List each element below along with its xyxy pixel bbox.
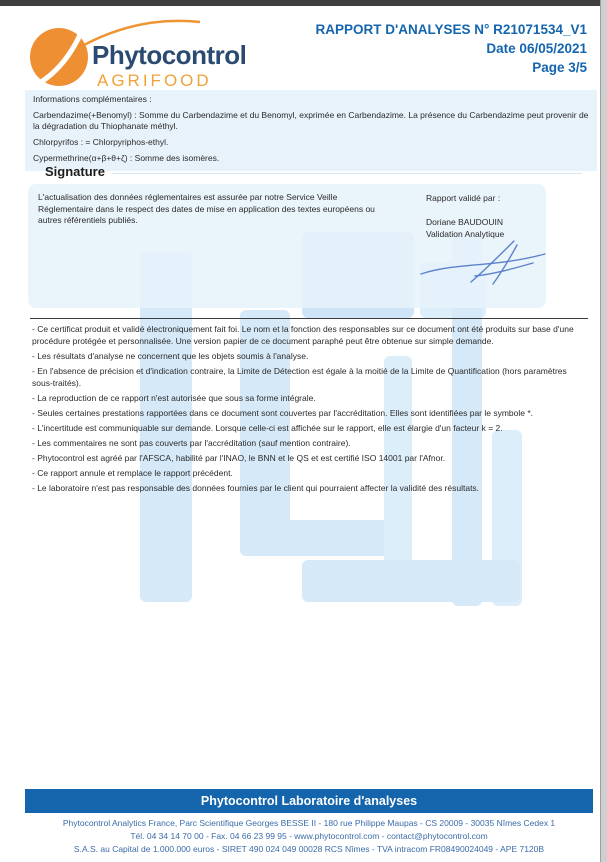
top-edge-bar: [0, 0, 607, 6]
validator-role: Validation Analytique: [426, 229, 505, 239]
footer-title-bar: Phytocontrol Laboratoire d'analyses: [25, 789, 593, 813]
footer-address-line: Phytocontrol Analytics France, Parc Scientifique Georges BESSE II - 180 rue Philippe Maupas - CS 20009 - 30035 Nîmes Cedex 1: [62, 818, 556, 828]
report-title: RAPPORT D'ANALYSES N° R21071534_V1: [315, 22, 587, 37]
signature-rule: [112, 173, 582, 174]
footer-address-block: [25, 817, 593, 856]
legal-notes-list: [32, 323, 588, 497]
legal-note: - Les résultats d'analyse ne concernent que les objets soumis à l'analyse.: [32, 351, 309, 361]
footer-legal-line: S.A.S. au Capital de 1.000.000 euros - SIRET 490 024 049 00028 RCS Nîmes - TVA intracom FR08490024049 - APE 7120B: [73, 844, 545, 854]
right-edge-strip: [600, 0, 607, 862]
legal-note: - L'incertitude est communiquable sur demande. Lorsque celle-ci est affichée sur le rapport, elle est élargie d'un facteur k = 2.: [32, 423, 503, 433]
signature-heading: Signature: [45, 164, 105, 179]
handwritten-signature-icon: [413, 236, 558, 298]
signature-box: [28, 184, 546, 308]
logo-subbrand: AGRIFOOD: [97, 71, 212, 90]
validated-by-label: Rapport validé par :: [426, 193, 501, 203]
info-box-title: Informations complémentaires :: [33, 94, 152, 104]
info-line: Carbendazime(+Benomyl) : Somme du Carbendazime et du Benomyl, exprimée en Carbendazime. La présence du Carbendazime peut provenir de la dégradation du Thiophanate méthyl.: [33, 110, 589, 131]
logo-wordmark: Phytocontrol: [92, 40, 247, 70]
legal-note: - Seules certaines prestations rapportées dans ce document sont couvertes par l'accréditation. Elles sont identifiées par le symbole *.: [32, 408, 534, 418]
legal-note: - Phytocontrol est agréé par l'AFSCA, habilité par l'INAO, le BNN et le QS et est certifié ISO 14001 par l'Afnor.: [32, 453, 446, 463]
watermark-block: [302, 560, 520, 602]
legal-note: - Le laboratoire n'est pas responsable des données fournies par le client qui pourraient affecter la validité des résultats.: [32, 483, 480, 493]
validator-name: Doriane BAUDOUIN: [426, 217, 503, 227]
complementary-info-box: [25, 90, 597, 171]
footer-contact-line: Tél. 04 34 14 70 00 - Fax. 04 66 23 99 95 - www.phytocontrol.com - contact@phytocontrol.com: [130, 831, 488, 841]
legal-note: - En l'absence de précision et d'indication contraire, la Limite de Détection est égale à la moitié de la Limite de Quantification (hors paramètres sous-traités).: [32, 366, 567, 388]
signature-paragraph: L'actualisation des données réglementaires est assurée par notre Service Veille Réglementaire dans le respect des dates de mise en application des textes européens ou autres référentiels publiés.: [38, 192, 375, 225]
legal-note: - Les commentaires ne sont pas couverts par l'accréditation (sauf mention contraire).: [32, 438, 351, 448]
report-page-number: Page 3/5: [532, 60, 587, 75]
report-header: [316, 20, 587, 77]
section-divider: [30, 318, 588, 319]
legal-note: - Ce rapport annule et remplace le rapport précédent.: [32, 468, 233, 478]
legal-note: - La reproduction de ce rapport n'est autorisée que sous sa forme intégrale.: [32, 393, 316, 403]
info-line: Chlorpyrifos : = Chlorpyriphos-ethyl.: [33, 137, 169, 147]
info-line: Cypermethrine(α+β+θ+ζ) : Somme des isomères.: [33, 153, 220, 163]
legal-note: - Ce certificat produit et validé électroniquement fait foi. Le nom et la fonction des responsables sur ce document ont été produits sur base d'une procédure protégée et personnalisée. Une version papier de ce document paraphé peut être obtenue sur simple demande.: [32, 324, 574, 346]
report-date: Date 06/05/2021: [486, 41, 587, 56]
